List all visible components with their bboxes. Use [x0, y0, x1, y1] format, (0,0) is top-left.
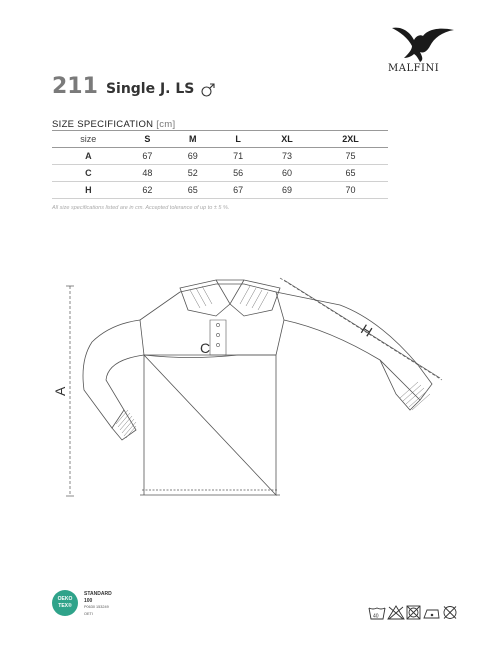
size-table	[52, 130, 388, 199]
no-dry-clean-icon	[444, 607, 456, 619]
brand-logo	[384, 22, 464, 82]
spec-title	[52, 119, 175, 130]
oeko-number: 100	[84, 597, 93, 604]
table-cell: 48	[125, 165, 170, 182]
wash-temp: 40	[373, 613, 379, 620]
product-title	[52, 74, 216, 104]
table-cell: 71	[215, 148, 260, 165]
label-h: H	[358, 320, 376, 340]
garment-diagram	[40, 260, 460, 510]
cuff-rib-pattern	[116, 286, 430, 438]
product-name: Single J. LS	[105, 81, 195, 97]
table-header-cell: S	[125, 131, 170, 148]
table-header-cell: size	[52, 131, 125, 148]
no-bleach-icon	[388, 606, 404, 619]
measurement-lines	[66, 278, 442, 496]
oeko-tex-info	[84, 591, 112, 617]
table-cell: 73	[261, 148, 313, 165]
product-number: 211	[52, 74, 98, 99]
table-cell: 75	[313, 148, 388, 165]
row-label: H	[52, 182, 125, 199]
table-cell: 65	[313, 165, 388, 182]
table-cell: 67	[215, 182, 260, 199]
oeko-institute: OETI	[84, 611, 93, 616]
row-label: C	[52, 165, 125, 182]
table-header-cell: L	[215, 131, 260, 148]
spec-unit: [cm]	[156, 119, 176, 130]
table-header-cell: 2XL	[313, 131, 388, 148]
tolerance-note: All size specifications listed are in cm. Accepted tolerance of up to ± 5 %.	[52, 205, 230, 211]
care-symbols	[368, 604, 460, 622]
spec-title-text: SIZE SPECIFICATION	[52, 119, 154, 130]
oeko-badge-line2: TEX®	[58, 603, 72, 609]
table-cell: 67	[125, 148, 170, 165]
polo-shirt-outline	[83, 280, 432, 495]
table-header-row	[52, 131, 388, 148]
wash-40-icon	[369, 608, 385, 620]
table-header-cell: XL	[261, 131, 313, 148]
oeko-code: P0630 153249	[84, 605, 109, 609]
table-cell: 70	[313, 182, 388, 199]
label-c: C	[200, 340, 211, 356]
oeko-badge-line1: OEKO	[57, 596, 73, 602]
table-cell: 69	[261, 182, 313, 199]
oeko-tex-badge	[52, 590, 78, 616]
label-a: A	[52, 386, 68, 396]
iron-low-icon	[424, 610, 439, 618]
table-cell: 56	[215, 165, 260, 182]
table-cell: 52	[170, 165, 215, 182]
no-tumble-dry-icon	[407, 606, 420, 619]
table-cell: 69	[170, 148, 215, 165]
bird-logo-icon	[390, 22, 456, 62]
table-row	[52, 148, 388, 165]
table-cell: 60	[261, 165, 313, 182]
table-row	[52, 182, 388, 199]
brand-name: MALFINI	[388, 63, 440, 74]
male-symbol-icon	[200, 82, 216, 98]
table-row	[52, 165, 388, 182]
table-cell: 65	[170, 182, 215, 199]
table-cell: 62	[125, 182, 170, 199]
oeko-standard: STANDARD	[84, 591, 112, 597]
table-header-cell: M	[170, 131, 215, 148]
placket-buttons	[216, 323, 219, 346]
row-label: A	[52, 148, 125, 165]
